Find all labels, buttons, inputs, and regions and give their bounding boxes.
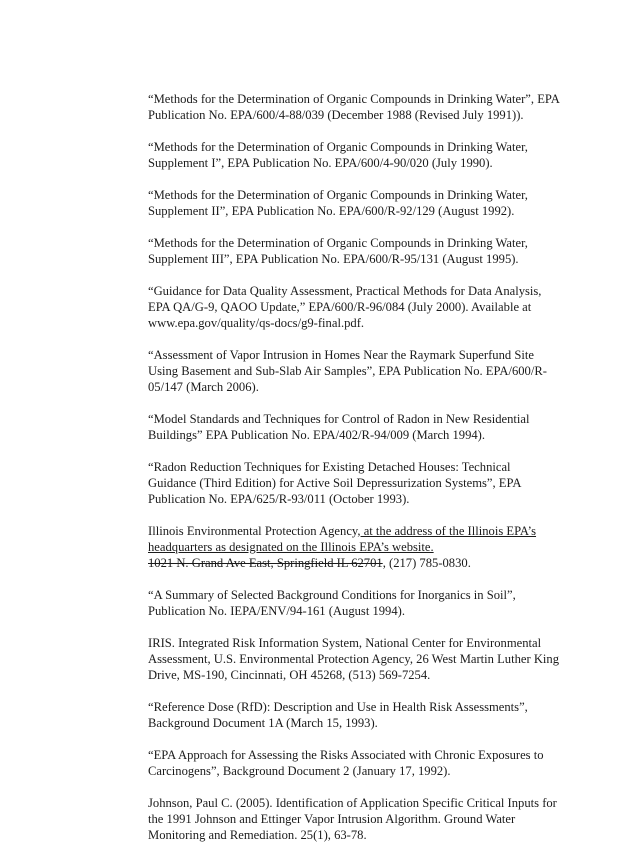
reference-line: “EPA Approach for Assessing the Risks Associated with Chronic Exposures to [148, 748, 544, 762]
reference-line: “Guidance for Data Quality Assessment, Practical Methods for Data Analysis, [148, 284, 542, 298]
deleted-text: 1021 N. Grand Ave East, Springfield IL 62701 [148, 556, 383, 570]
reference-item [148, 459, 568, 507]
reference-line: “Assessment of Vapor Intrusion in Homes Near the Raymark Superfund Site [148, 348, 534, 362]
reference-item [148, 91, 568, 123]
reference-line: Publication No. EPA/625/R-93/011 (October 1993). [148, 492, 410, 506]
reference-item [148, 411, 568, 443]
reference-line: Using Basement and Sub-Slab Air Samples”, EPA Publication No. EPA/600/R- [148, 364, 547, 378]
reference-line: the 1991 Johnson and Ettinger Vapor Intrusion Algorithm. Ground Water [148, 812, 516, 826]
reference-line: “Reference Dose (RfD): Description and Use in Health Risk Assessments”, [148, 700, 528, 714]
reference-item [148, 235, 568, 267]
reference-line: “Methods for the Determination of Organic Compounds in Drinking Water, [148, 236, 528, 250]
reference-item [148, 347, 568, 395]
reference-item [148, 747, 568, 779]
reference-line: Background Document 1A (March 15, 1993). [148, 716, 378, 730]
reference-item [148, 283, 568, 331]
inserted-text: at the address of the Illinois EPA’s [360, 524, 537, 538]
reference-line: Monitoring and Remediation. 25(1), 63-78. [148, 828, 367, 842]
reference-line: Supplement II”, EPA Publication No. EPA/600/R-92/129 (August 1992). [148, 204, 515, 218]
reference-line: “Model Standards and Techniques for Control of Radon in New Residential [148, 412, 530, 426]
reference-item [148, 139, 568, 171]
reference-line: www.epa.gov/quality/qs-docs/g9-final.pdf. [148, 316, 365, 330]
reference-line: Supplement I”, EPA Publication No. EPA/600/4-90/020 (July 1990). [148, 156, 493, 170]
reference-line: Supplement III”, EPA Publication No. EPA/600/R-95/131 (August 1995). [148, 252, 519, 266]
reference-line: Assessment, U.S. Environmental Protection Agency, 26 West Martin Luther King [148, 652, 560, 666]
reference-line: Buildings” EPA Publication No. EPA/402/R-94/009 (March 1994). [148, 428, 486, 442]
reference-line [148, 539, 568, 555]
reference-text: , (217) 785-0830. [382, 556, 471, 570]
reference-line: “Methods for the Determination of Organic Compounds in Drinking Water, [148, 140, 528, 154]
inserted-text: headquarters as designated on the Illinois EPA’s website. [148, 540, 434, 554]
reference-line [148, 555, 568, 571]
reference-line [148, 523, 568, 539]
reference-line: “Methods for the Determination of Organic Compounds in Drinking Water”, EPA [148, 92, 560, 106]
reference-item [148, 635, 568, 683]
reference-line: IRIS. Integrated Risk Information System, National Center for Environmental [148, 636, 542, 650]
reference-item [148, 699, 568, 731]
reference-line: EPA QA/G-9, QAOO Update,” EPA/600/R-96/084 (July 2000). Available at [148, 300, 532, 314]
reference-text: Illinois Environmental Protection Agency, [148, 524, 361, 538]
reference-line: Drive, MS-190, Cincinnati, OH 45268, (513) 569-7254. [148, 668, 431, 682]
reference-item [148, 795, 568, 843]
reference-line: Publication No. IEPA/ENV/94-161 (August 1994). [148, 604, 405, 618]
reference-line: “Methods for the Determination of Organic Compounds in Drinking Water, [148, 188, 528, 202]
reference-line: Publication No. EPA/600/4-88/039 (December 1988 (Revised July 1991)). [148, 108, 524, 122]
reference-item [148, 587, 568, 619]
reference-line: “Radon Reduction Techniques for Existing Detached Houses: Technical [148, 460, 511, 474]
reference-line: “A Summary of Selected Background Conditions for Inorganics in Soil”, [148, 588, 516, 602]
reference-list [148, 91, 568, 859]
reference-item-illinois-epa [148, 523, 568, 571]
reference-line: Carcinogens”, Background Document 2 (January 17, 1992). [148, 764, 451, 778]
reference-line: 05/147 (March 2006). [148, 380, 259, 394]
reference-item [148, 187, 568, 219]
reference-line: Johnson, Paul C. (2005). Identification of Application Specific Critical Inputs for [148, 796, 557, 810]
reference-line: Guidance (Third Edition) for Active Soil Depressurization Systems”, EPA [148, 476, 522, 490]
